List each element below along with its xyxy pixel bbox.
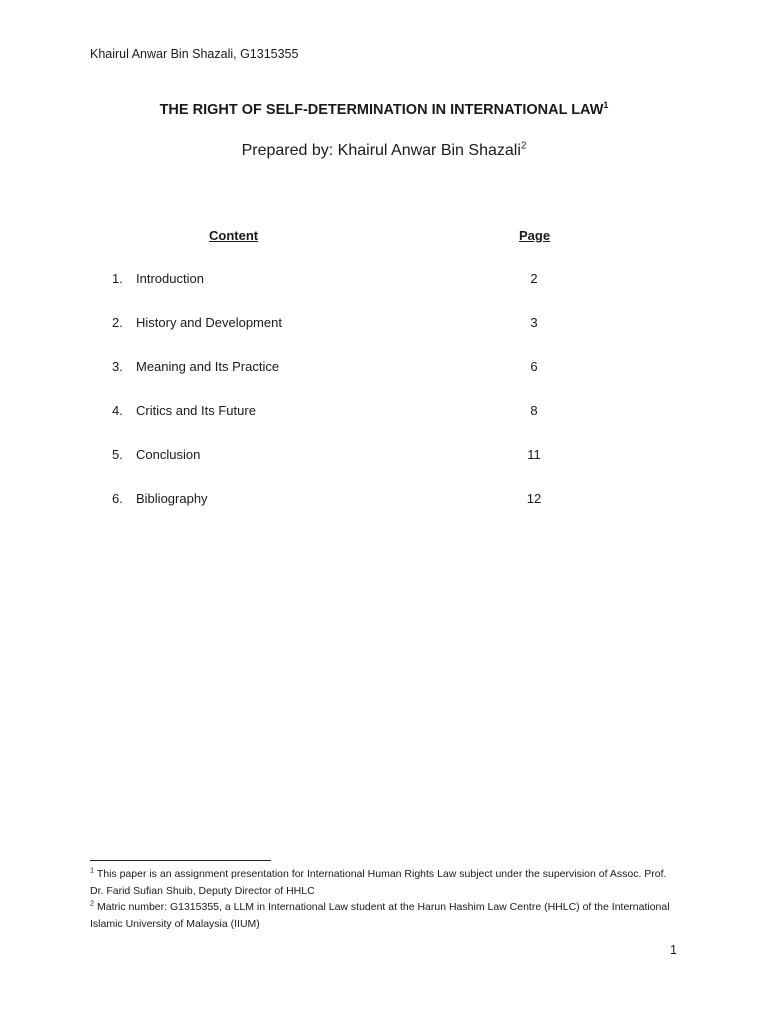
toc-item-label: History and Development: [136, 315, 282, 330]
footnote-1: [90, 866, 680, 899]
toc-item-number: 5.: [112, 447, 123, 462]
footnote-separator: [90, 860, 271, 861]
footnote-text: Matric number: G1315355, a LLM in International Law student at the Harun Hashim Law Centre (HHLC) of the International Islamic University of Malaysia (IIUM): [90, 901, 670, 930]
toc-item-page: 12: [526, 491, 542, 506]
toc-item-number: 6.: [112, 491, 123, 506]
toc-content-header: Content: [209, 228, 259, 243]
toc-item-introduction[interactable]: [0, 271, 768, 315]
toc-item-page: 8: [530, 403, 538, 418]
toc-item-page: 6: [530, 359, 538, 374]
document-title: [0, 102, 768, 118]
prepared-by-text: Prepared by: Khairul Anwar Bin Shazali: [241, 142, 521, 159]
toc-item-label: Critics and Its Future: [136, 403, 256, 418]
toc-item-conclusion[interactable]: [0, 447, 768, 491]
toc-item-label: Meaning and Its Practice: [136, 359, 280, 374]
toc-item-critics[interactable]: [0, 403, 768, 447]
page-number: 1: [670, 943, 677, 957]
footnotes: [90, 866, 680, 932]
toc-item-page: 11: [527, 447, 541, 462]
running-header: [90, 47, 298, 61]
prepared-by: [0, 142, 768, 160]
toc-item-label: Conclusion: [136, 447, 201, 462]
prepared-by-footnote-ref[interactable]: 2: [520, 140, 527, 152]
table-of-contents: [0, 271, 768, 535]
toc-item-number: 2.: [112, 315, 123, 330]
toc-item-number: 1.: [112, 271, 123, 286]
footnote-text: This paper is an assignment presentation for International Human Rights Law subject under the supervision of Assoc. Prof. Dr. Farid Sufian Shuib, Deputy Director of HHLC: [90, 868, 667, 897]
author-line: Khairul Anwar Bin Shazali, G1315355: [90, 47, 299, 61]
toc-item-label: Introduction: [136, 271, 204, 286]
toc-item-page: 2: [530, 271, 538, 286]
title-text: THE RIGHT OF SELF-DETERMINATION IN INTERNATIONAL LAW: [159, 102, 604, 118]
footnote-ref: 2: [90, 898, 95, 908]
toc-page-header: Page: [519, 228, 551, 243]
footnote-2: [90, 899, 680, 932]
toc-item-label: Bibliography: [136, 491, 208, 506]
title-footnote-ref[interactable]: 1: [603, 100, 609, 111]
toc-item-history[interactable]: [0, 315, 768, 359]
toc-item-bibliography[interactable]: [0, 491, 768, 535]
toc-item-page: 3: [530, 315, 538, 330]
toc-item-number: 4.: [112, 403, 123, 418]
toc-item-meaning[interactable]: [0, 359, 768, 403]
footnote-ref: 1: [90, 865, 95, 875]
toc-item-number: 3.: [112, 359, 123, 374]
